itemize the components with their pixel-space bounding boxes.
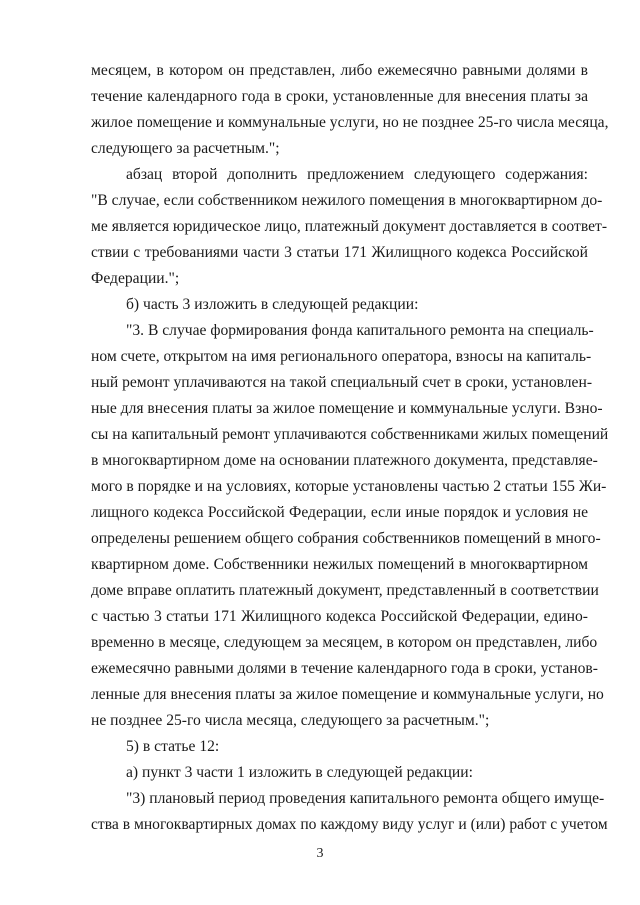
text-line: определены решением общего собрания собственников помещений в много- (91, 530, 601, 547)
text-line: ме является юридическое лицо, платежный документ доставляется в соответ- (91, 218, 608, 235)
text-line: доме вправе оплатить платежный документ, представленный в соответствии (91, 582, 599, 599)
text-line: ства в многоквартирных домах по каждому виду услуг и (или) работ с учетом (91, 816, 608, 833)
text-line: а) пункт 3 части 1 изложить в следующей редакции: (126, 764, 473, 781)
text-line: следующего за расчетным."; (91, 140, 280, 157)
text-line: ном счете, открытом на имя регионального оператора, взносы на капиталь- (91, 348, 592, 365)
page-number: 3 (316, 846, 324, 861)
text-line: б) часть 3 изложить в следующей редакции: (126, 296, 419, 313)
text-line: ствии с требованиями части 3 статьи 171 Жилищного кодекса Российской (91, 244, 588, 261)
text-line: временно в месяце, следующем за месяцем, в котором он представлен, либо (91, 634, 598, 651)
text-line: ежемесячно равными долями в течение календарного года в сроки, установ- (91, 660, 598, 677)
text-line: лищного кодекса Российской Федерации, если иные порядок и условия не (91, 504, 588, 521)
text-line: жилое помещение и коммунальные услуги, но не позднее 25-го числа месяца, (91, 114, 609, 131)
text-line: с частью 3 статьи 171 Жилищного кодекса Российской Федерации, едино- (91, 608, 588, 625)
text-line: течение календарного года в сроки, установленные для внесения платы за (91, 88, 588, 105)
text-line: "3) плановый период проведения капитального ремонта общего имуще- (126, 790, 605, 807)
text-line: в многоквартирном доме на основании платежного документа, представляе- (91, 452, 598, 469)
text-line: мого в порядке и на условиях, которые установлены частью 2 статьи 155 Жи- (91, 478, 607, 495)
text-line: сы на капитальный ремонт уплачиваются собственниками жилых помещений (91, 426, 609, 443)
text-line: Федерации."; (91, 270, 180, 287)
text-line: квартирном доме. Собственники нежилых помещений в многоквартирном (91, 556, 588, 573)
text-line: "В случае, если собственником нежилого помещения в многоквартирном до- (91, 192, 603, 209)
text-line: ленные для внесения платы за жилое помещение и коммунальные услуги, но (91, 686, 604, 703)
text-line: месяцем, в котором он представлен, либо ежемесячно равными долями в (91, 62, 588, 79)
text-line: абзац второй дополнить предложением следующего содержания: (126, 166, 588, 183)
text-line: 5) в статье 12: (126, 738, 220, 755)
text-line: "3. В случае формирования фонда капитального ремонта на специаль- (126, 322, 594, 339)
text-line: не позднее 25-го числа месяца, следующего за расчетным."; (91, 712, 490, 729)
text-line: ный ремонт уплачиваются на такой специальный счет в сроки, установлен- (91, 374, 593, 391)
text-line: ные для внесения платы за жилое помещение и коммунальные услуги. Взно- (91, 400, 603, 417)
